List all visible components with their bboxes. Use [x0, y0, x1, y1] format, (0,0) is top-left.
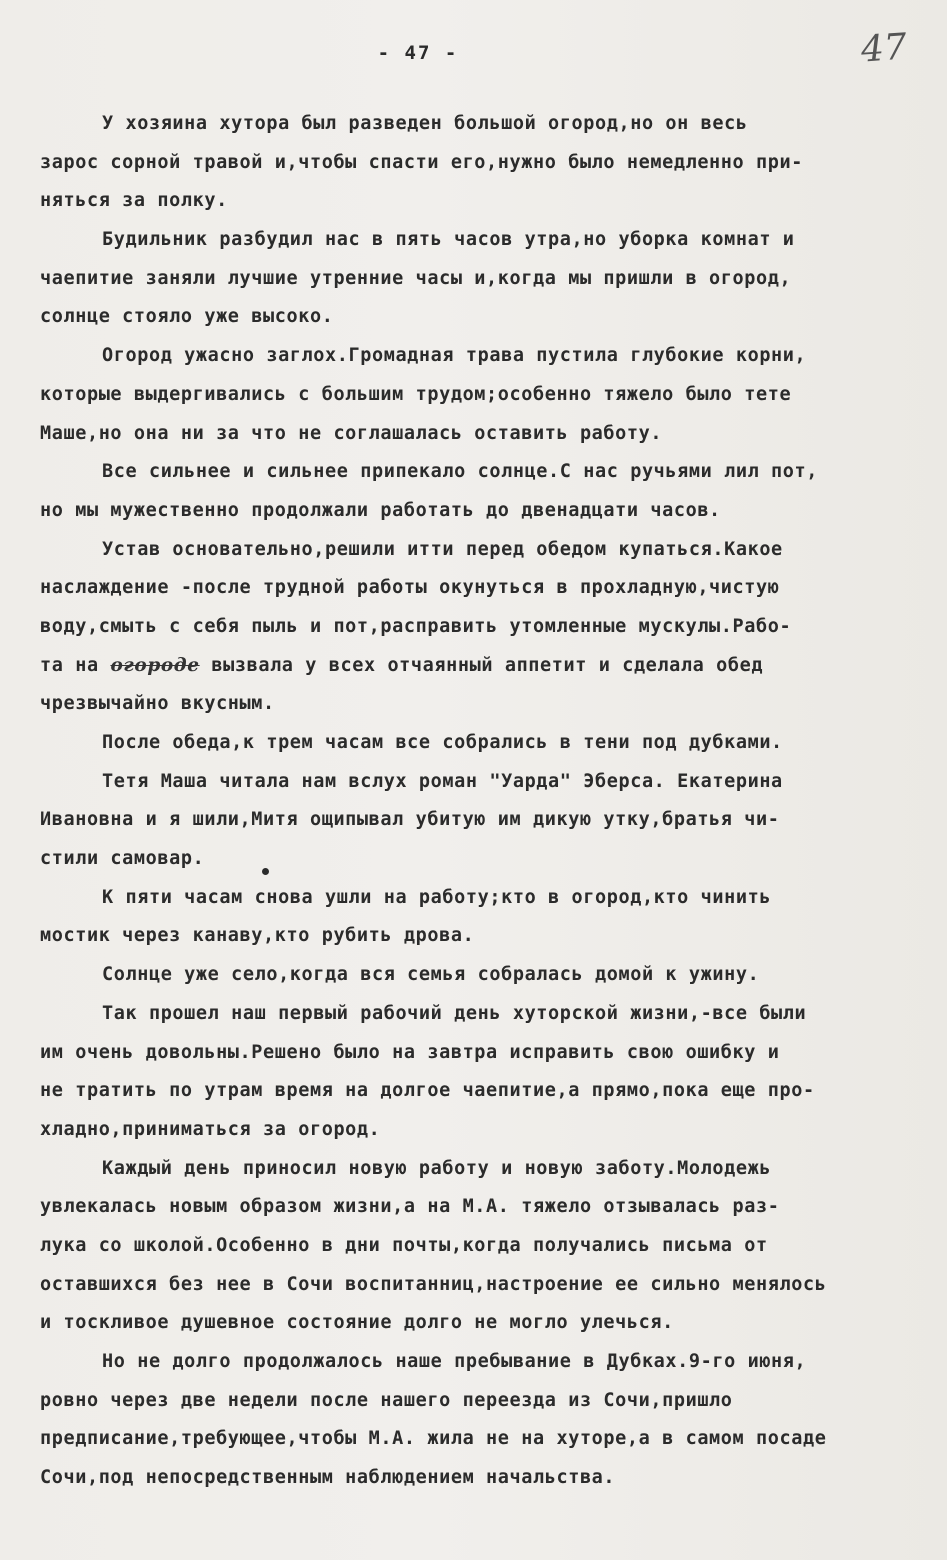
page-number: - 47 -: [377, 42, 459, 64]
text-line: Ивановна и я шили,Митя ощипывал убитую им дикую утку,братья чи-: [40, 809, 780, 831]
paragraph: [40, 1150, 910, 1343]
text-line: Тетя Маша читала нам вслух роман "Уарда" Эберса. Екатерина: [102, 770, 783, 792]
text-line: Но не долго продолжалось наше пребывание в Дубках.9-го июня,: [102, 1351, 807, 1372]
text-line: и тоскливое душевное состояние долго не могло улечься.: [40, 1312, 674, 1334]
text-line: наслаждение -после трудной работы окунуться в прохладную,чистую: [40, 577, 780, 599]
text-line: хладно,приниматься за огород.: [40, 1118, 381, 1140]
text-line: чрезвычайно вкусным.: [40, 693, 275, 715]
text-line: Огород ужасно заглох.Громадная трава пустила глубокие корни,: [102, 345, 807, 367]
struck-word: огороде: [110, 654, 200, 676]
text-line: предписание,требующее,чтобы М.А. жила не на хуторе,а в самом посаде: [40, 1428, 827, 1450]
paragraph: [40, 763, 910, 879]
paragraph: [40, 531, 910, 724]
text-line: солнце стояло уже высоко.: [40, 306, 334, 328]
text-line: лука со школой.Особенно в дни почты,когда получались письма от: [40, 1234, 768, 1256]
text-line: Устав основательно,решили итти перед обедом купаться.Какое: [102, 538, 783, 560]
archive-page-number: 47: [859, 26, 909, 71]
text-line: У хозяина хутора был разведен большой огород,но он весь: [102, 113, 748, 134]
text-line: оставшихся без нее в Сочи воспитанниц,настроение ее сильно менялось: [40, 1273, 827, 1295]
paragraph: [40, 879, 910, 956]
text-line: зарос сорной травой и,чтобы спасти его,нужно было немедленно при-: [40, 151, 803, 173]
text-line: чаепитие заняли лучшие утренние часы и,когда мы пришли в огород,: [40, 267, 792, 289]
text-line: Все сильнее и сильнее припекало солнце.С нас ручьями лил пот,: [102, 461, 819, 483]
text-line: но мы мужественно продолжали работать до двенадцати часов.: [40, 499, 721, 521]
text-line: Каждый день приносил новую работу и новую заботу.Молодежь: [102, 1157, 772, 1179]
paragraph: [40, 337, 910, 453]
paragraph: [40, 1343, 910, 1498]
text-line: Солнце уже село,когда вся семья собралась домой к ужину.: [102, 964, 760, 986]
text-line: которые выдергивались с большим трудом;особенно тяжело было тете: [40, 383, 792, 405]
text-line: Будильник разбудил нас в пять часов утра,но уборка комнат и: [102, 229, 795, 251]
text-line: ровно через две недели после нашего переезда из Сочи,пришло: [40, 1389, 733, 1411]
text-line: увлекалась новым образом жизни,а на М.А. тяжело отзывалась раз-: [40, 1196, 780, 1218]
paragraph: [40, 105, 910, 221]
paragraph: [40, 995, 910, 1150]
typed-text-body: [40, 105, 910, 1498]
ink-blot: [262, 868, 269, 875]
text-line: мостик через канаву,кто рубить дрова.: [40, 925, 475, 947]
text-line: После обеда,к трем часам все собрались в тени под дубками.: [102, 732, 783, 753]
text-line: воду,смыть с себя пыль и пот,расправить утомленные мускулы.Рабо-: [40, 615, 792, 637]
paragraph: [40, 221, 910, 337]
text-line: им очень довольны.Решено было на завтра исправить свою ошибку и: [40, 1041, 780, 1063]
text-line: не тратить по утрам время на долгое чаепитие,а прямо,пока еще про-: [40, 1080, 815, 1102]
text-line: та на огороде вызвала у всех отчаянный аппетит и сделала обед: [40, 654, 764, 676]
text-line: няться за полку.: [40, 190, 228, 212]
paragraph: [40, 453, 910, 530]
text-line: К пяти часам снова ушли на работу;кто в огород,кто чинить: [102, 886, 772, 908]
paragraph: [40, 724, 910, 763]
text-line: Маше,но она ни за что не соглашалась оставить работу.: [40, 422, 663, 444]
text-line: Так прошел наш первый рабочий день хуторской жизни,-все были: [102, 1002, 807, 1024]
text-line: стили самовар.: [40, 848, 205, 870]
paragraph: [40, 956, 910, 995]
text-line: Сочи,под непосредственным наблюдением начальства.: [40, 1467, 616, 1489]
